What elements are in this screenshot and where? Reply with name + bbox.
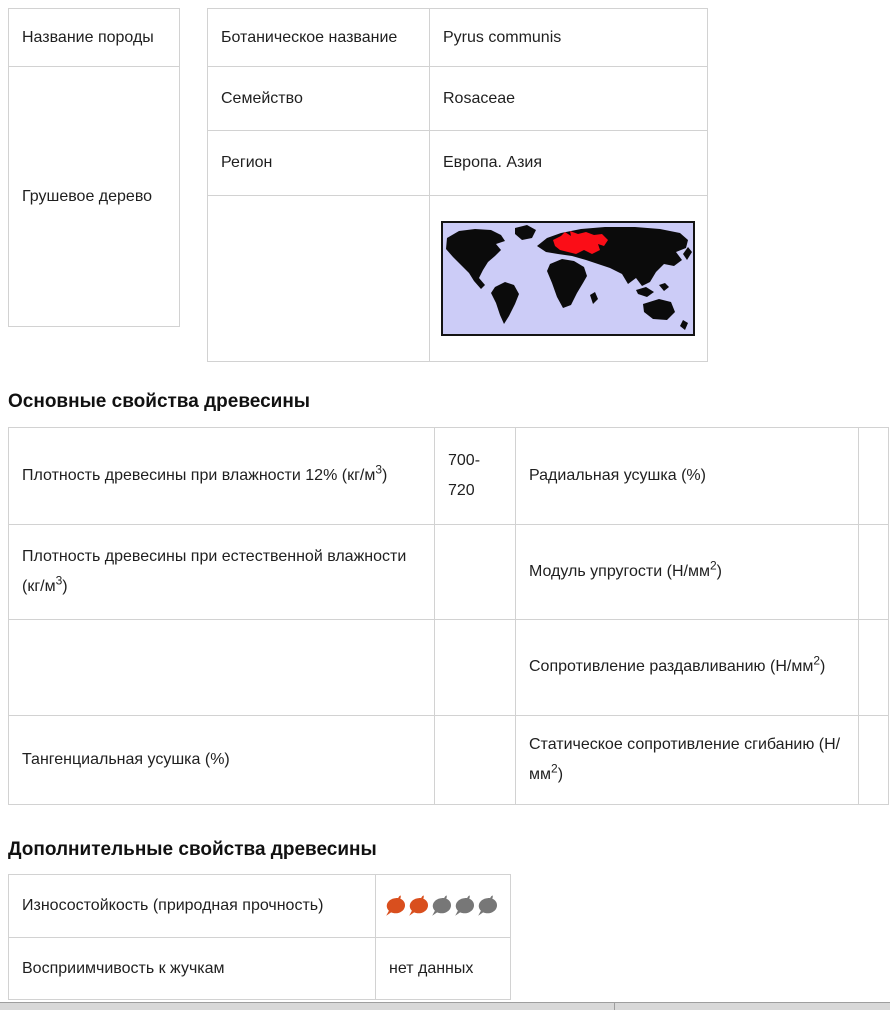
leaf-icon [408,895,429,917]
table-row [9,716,889,805]
main-properties-table [8,427,889,805]
static-bending-value [859,716,889,805]
superscript: 2 [709,558,717,573]
density-12-label [9,428,435,525]
map-cell [430,196,708,362]
density-natural-value [435,525,516,620]
label-text: Модуль упругости (Н/мм [529,562,710,580]
next-table-column-divider [614,1003,615,1010]
label-text: Статическое сопротивление сгибанию (Н/мм [529,735,841,783]
density-12-value: 700-720 [435,428,516,525]
superscript: 3 [375,462,383,477]
table-row [208,9,708,67]
additional-properties-title: Дополнительные свойства древесины [8,839,377,860]
static-bending-label [516,716,859,805]
durability-label: Износостойкость (природная прочность) [9,875,376,938]
label-text: ) [716,562,722,580]
leaf-icon [431,895,452,917]
tangential-shrinkage-value [435,716,516,805]
map-row-empty-cell [208,196,430,362]
durability-rating [385,895,501,917]
leaf-icon [385,895,406,917]
empty-label-cell [9,620,435,716]
next-table-partial-edge [0,1002,890,1010]
botanical-name-label: Ботаническое название [208,9,430,67]
elastic-modulus-value [859,525,889,620]
additional-properties-table [8,874,511,1000]
table-row [9,875,511,938]
species-details-table [207,8,708,362]
table-row [9,525,889,620]
bug-susceptibility-label: Восприимчивость к жучкам [9,938,376,1000]
crushing-resistance-label [516,620,859,716]
superscript: 2 [813,653,821,668]
main-properties-title: Основные свойства древесины [8,391,311,412]
region-value: Европа. Азия [430,131,708,196]
species-name-value-cell: Грушевое дерево [9,67,180,327]
radial-shrinkage-value [859,428,889,525]
species-name-header-cell: Название породы [9,9,180,67]
world-distribution-map [441,221,695,336]
bug-susceptibility-value: нет данных [376,938,511,1000]
elastic-modulus-label [516,525,859,620]
superscript: 2 [551,761,558,776]
label-text: Радиальная усушка (%) [529,466,706,484]
label-text: Сопротивление раздавливанию (Н/мм [529,658,814,676]
table-row [9,428,889,525]
table-row [9,938,511,1000]
table-row [9,620,889,716]
durability-rating-cell [376,875,511,938]
species-name-table [8,8,180,327]
label-text: Тангенциальная усушка (%) [22,750,230,768]
label-text: ) [557,766,564,783]
family-value: Rosaceae [430,67,708,131]
label-text: ) [62,578,68,595]
leaf-icon [477,895,498,917]
label-text: ) [382,466,388,484]
label-text: ) [820,658,826,676]
crushing-resistance-value [859,620,889,716]
radial-shrinkage-label [516,428,859,525]
species-header-area [8,8,888,362]
table-row [208,67,708,131]
leaf-icon [454,895,475,917]
botanical-name-value: Pyrus communis [430,9,708,67]
family-label: Семейство [208,67,430,131]
table-row [208,131,708,196]
empty-value-cell [435,620,516,716]
label-text: Плотность древесины при влажности 12% (кг/м [22,466,376,484]
region-label: Регион [208,131,430,196]
density-natural-label [9,525,435,620]
tangential-shrinkage-label [9,716,435,805]
superscript: 3 [55,573,63,588]
label-text: Плотность древесины при естественной влажности (кг/м [22,547,407,595]
table-row [208,196,708,362]
